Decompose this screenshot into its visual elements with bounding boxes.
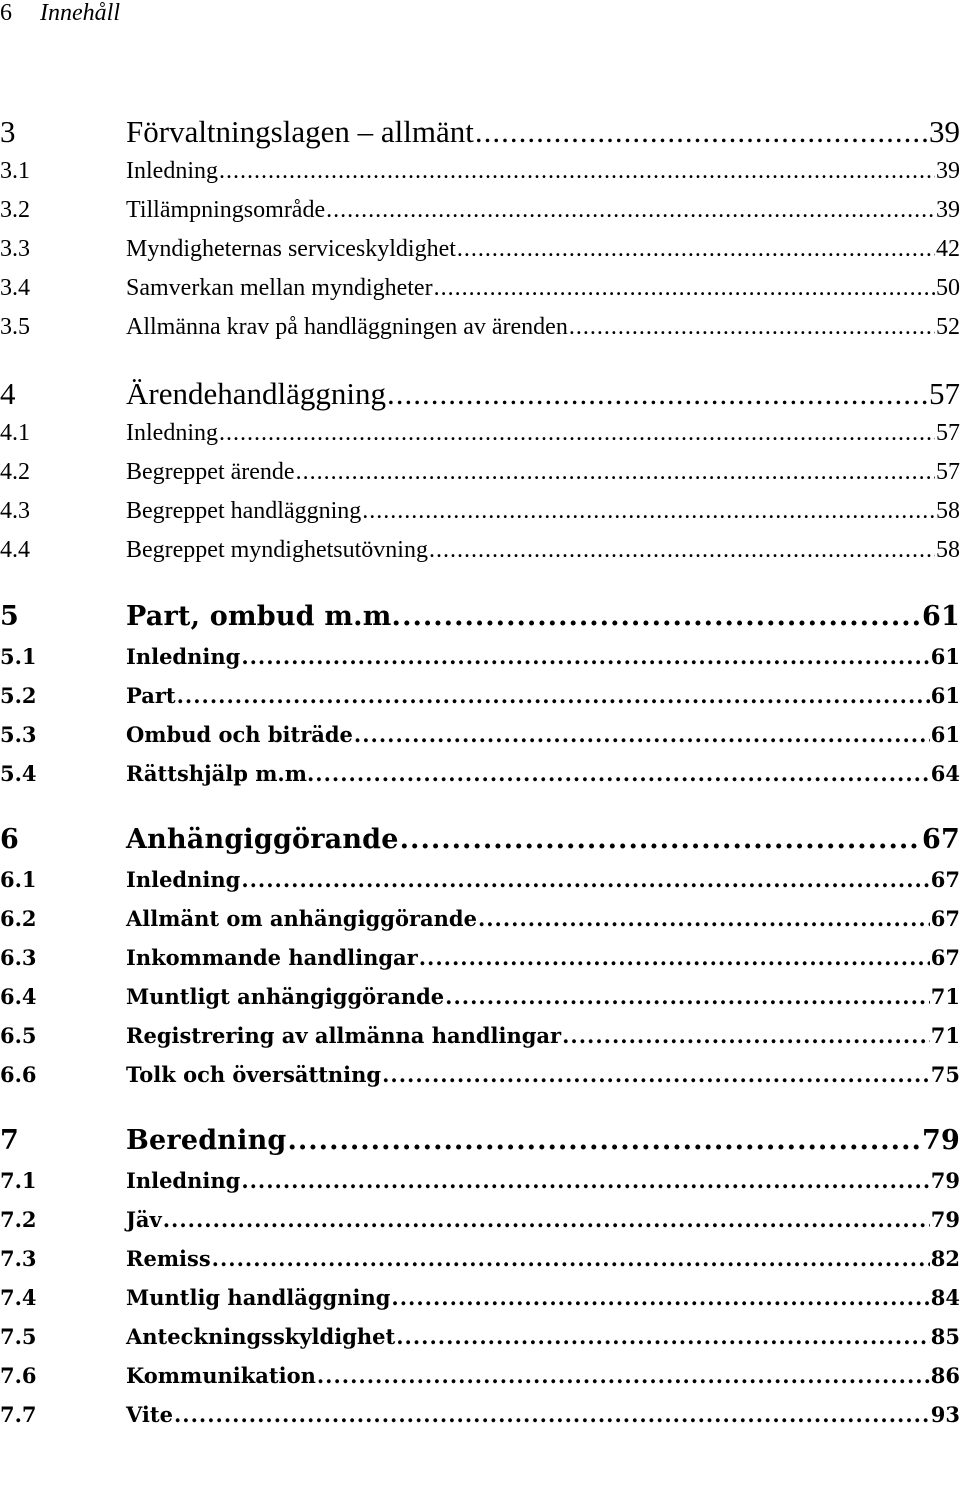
toc-chapter-entry[interactable] bbox=[0, 820, 960, 860]
toc-entry-page: 39 bbox=[929, 114, 960, 149]
dot-leader bbox=[396, 1317, 930, 1356]
toc-entry-page: 61 bbox=[922, 601, 960, 632]
toc-entry-title: Muntligt anhängiggörande bbox=[126, 984, 445, 1009]
toc-entry-number: 6.4 bbox=[0, 984, 37, 1009]
toc-entry-title: Part, ombud m.m. bbox=[126, 601, 402, 632]
toc-entry-page: 79 bbox=[930, 1207, 960, 1232]
dot-leader bbox=[219, 414, 935, 453]
toc-entry-title: Myndigheternas serviceskyldighet bbox=[126, 236, 456, 262]
dot-leader bbox=[326, 191, 935, 230]
toc-section-entry[interactable] bbox=[0, 1317, 960, 1356]
toc-section-entry[interactable] bbox=[0, 531, 960, 570]
toc-entry-page: 79 bbox=[922, 1125, 960, 1156]
toc-section-entry[interactable] bbox=[0, 754, 960, 793]
dot-leader bbox=[317, 1356, 930, 1395]
toc-section-entry[interactable] bbox=[0, 269, 960, 308]
toc-entry-title: Begreppet ärende bbox=[126, 459, 295, 485]
toc-entry-title: Anhängiggörande bbox=[126, 824, 399, 855]
toc-entry-page: 82 bbox=[930, 1246, 960, 1271]
toc-entry-number: 4 bbox=[0, 376, 16, 411]
toc-entry-number: 6.5 bbox=[0, 1023, 37, 1048]
toc-section-entry[interactable] bbox=[0, 1016, 960, 1055]
dot-leader bbox=[354, 715, 930, 754]
dot-leader bbox=[382, 1055, 930, 1094]
dot-leader bbox=[569, 308, 935, 347]
toc-chapter-entry[interactable] bbox=[0, 374, 960, 414]
dot-leader bbox=[287, 1121, 921, 1161]
toc-entry-page: 84 bbox=[930, 1285, 960, 1310]
toc-entry-page: 52 bbox=[936, 314, 960, 340]
toc-entry-number: 6.1 bbox=[0, 867, 37, 892]
toc-section-entry[interactable] bbox=[0, 637, 960, 676]
toc-section-entry[interactable] bbox=[0, 492, 960, 531]
toc-chapter bbox=[0, 820, 960, 1094]
toc-entry-title: Begreppet myndighetsutövning bbox=[126, 537, 428, 563]
toc-section-entry[interactable] bbox=[0, 414, 960, 453]
dot-leader bbox=[241, 860, 929, 899]
toc-chapter-entry[interactable] bbox=[0, 1121, 960, 1161]
dot-leader bbox=[241, 637, 929, 676]
toc-entry-page: 67 bbox=[930, 945, 960, 970]
toc-entry-page: 57 bbox=[936, 420, 960, 446]
toc-entry-title: Inledning bbox=[126, 420, 218, 446]
toc-entry-title: Rättshjälp m.m. bbox=[126, 761, 315, 786]
toc-entry-title: Allmänna krav på handläggningen av ärenden bbox=[126, 314, 568, 340]
toc-entry-title: Ärendehandläggning bbox=[126, 376, 386, 411]
dot-leader bbox=[296, 453, 935, 492]
toc-entry-page: 71 bbox=[930, 1023, 960, 1048]
toc-entry-number: 4.1 bbox=[0, 420, 30, 446]
dot-leader bbox=[212, 1239, 930, 1278]
dot-leader bbox=[478, 899, 930, 938]
toc-entry-title: Tillämpningsområde bbox=[126, 197, 326, 223]
toc-entry-number: 7 bbox=[0, 1125, 19, 1156]
toc-section-entry[interactable] bbox=[0, 1278, 960, 1317]
toc-entry-title: Begreppet handläggning bbox=[126, 498, 362, 524]
toc-entry-title: Beredning bbox=[126, 1125, 287, 1156]
toc-entry-title: Part bbox=[126, 683, 176, 708]
toc-entry-page: 61 bbox=[930, 722, 960, 747]
toc-chapter bbox=[0, 112, 960, 347]
toc-entry-page: 61 bbox=[930, 644, 960, 669]
dot-leader bbox=[419, 938, 930, 977]
page-header bbox=[0, 0, 120, 30]
toc-entry-page: 67 bbox=[930, 906, 960, 931]
toc-entry-title: Inledning bbox=[126, 1168, 241, 1193]
toc-entry-page: 86 bbox=[930, 1363, 960, 1388]
dot-leader bbox=[241, 1161, 929, 1200]
toc-section-entry[interactable] bbox=[0, 977, 960, 1016]
dot-leader bbox=[562, 1016, 930, 1055]
toc-entry-page: 39 bbox=[936, 197, 960, 223]
dot-leader bbox=[219, 152, 935, 191]
toc-section-entry[interactable] bbox=[0, 715, 960, 754]
dot-leader bbox=[387, 374, 928, 414]
toc-chapter bbox=[0, 597, 960, 793]
toc-entry-number: 5.4 bbox=[0, 761, 37, 786]
toc-section-entry[interactable] bbox=[0, 1239, 960, 1278]
toc-chapter bbox=[0, 1121, 960, 1434]
toc-section-entry[interactable] bbox=[0, 860, 960, 899]
toc-entry-number: 7.5 bbox=[0, 1324, 37, 1349]
toc-entry-number: 5 bbox=[0, 601, 19, 632]
dot-leader bbox=[402, 597, 921, 637]
dot-leader bbox=[391, 1278, 929, 1317]
toc-entry-page: 93 bbox=[930, 1402, 960, 1427]
toc-entry-page: 61 bbox=[930, 683, 960, 708]
toc-entry-number: 3.3 bbox=[0, 236, 30, 262]
toc-entry-number: 3 bbox=[0, 114, 16, 149]
toc-entry-page: 71 bbox=[930, 984, 960, 1009]
toc-entry-number: 3.4 bbox=[0, 275, 30, 301]
toc-entry-number: 7.1 bbox=[0, 1168, 37, 1193]
toc-section-entry[interactable] bbox=[0, 1200, 960, 1239]
dot-leader bbox=[429, 531, 935, 570]
dot-leader bbox=[457, 230, 935, 269]
toc-entry-page: 58 bbox=[936, 537, 960, 563]
toc-entry-page: 75 bbox=[930, 1062, 960, 1087]
toc-section-entry[interactable] bbox=[0, 308, 960, 347]
toc-section-entry[interactable] bbox=[0, 230, 960, 269]
dot-leader bbox=[434, 269, 935, 308]
toc-section-entry[interactable] bbox=[0, 191, 960, 230]
toc-entry-number: 7.7 bbox=[0, 1402, 37, 1427]
toc-entry-title: Förvaltningslagen – allmänt bbox=[126, 114, 474, 149]
toc-entry-number: 4.4 bbox=[0, 537, 30, 563]
toc-entry-title: Anteckningsskyldighet bbox=[126, 1324, 396, 1349]
toc-entry-title: Remiss bbox=[126, 1246, 211, 1271]
toc-entry-title: Ombud och biträde bbox=[126, 722, 353, 747]
toc-entry-number: 3.2 bbox=[0, 197, 30, 223]
toc-section-entry[interactable] bbox=[0, 453, 960, 492]
toc-entry-title: Inledning bbox=[126, 867, 241, 892]
toc-entry-page: 64 bbox=[930, 761, 960, 786]
toc-section-entry[interactable] bbox=[0, 1161, 960, 1200]
toc-entry-title: Registrering av allmänna handlingar bbox=[126, 1023, 562, 1048]
toc-entry-page: 58 bbox=[936, 498, 960, 524]
dot-leader bbox=[475, 112, 928, 152]
toc-entry-title: Muntlig handläggning bbox=[126, 1285, 391, 1310]
toc-section-entry[interactable] bbox=[0, 1055, 960, 1094]
toc-entry-title: Kommunikation bbox=[126, 1363, 316, 1388]
toc-entry-title: Tolk och översättning bbox=[126, 1062, 382, 1087]
toc-entry-title: Vite bbox=[126, 1402, 173, 1427]
toc-entry-page: 79 bbox=[930, 1168, 960, 1193]
toc-section-entry[interactable] bbox=[0, 1395, 960, 1434]
toc-entry-number: 3.5 bbox=[0, 314, 30, 340]
toc-entry-page: 50 bbox=[936, 275, 960, 301]
page-number: 6 bbox=[0, 0, 12, 26]
toc-entry-page: 57 bbox=[936, 459, 960, 485]
toc-entry-title: Inledning bbox=[126, 158, 218, 184]
toc-entry-title: Inledning bbox=[126, 644, 241, 669]
toc-entry-number: 5.3 bbox=[0, 722, 37, 747]
running-title: Innehåll bbox=[40, 0, 120, 26]
toc-entry-number: 7.3 bbox=[0, 1246, 37, 1271]
toc-entry-page: 39 bbox=[936, 158, 960, 184]
toc-entry-number: 4.3 bbox=[0, 498, 30, 524]
toc-section-entry[interactable] bbox=[0, 676, 960, 715]
toc-entry-title: Allmänt om anhängiggörande bbox=[126, 906, 477, 931]
toc-entry-page: 85 bbox=[930, 1324, 960, 1349]
toc-entry-page: 67 bbox=[930, 867, 960, 892]
toc-entry-page: 57 bbox=[929, 376, 960, 411]
toc-entry-title: Samverkan mellan myndigheter bbox=[126, 275, 433, 301]
toc-section-entry[interactable] bbox=[0, 152, 960, 191]
toc-entry-number: 6.3 bbox=[0, 945, 37, 970]
toc-section-entry[interactable] bbox=[0, 1356, 960, 1395]
dot-leader bbox=[362, 492, 935, 531]
toc-entry-number: 5.2 bbox=[0, 683, 37, 708]
toc-entry-number: 6.2 bbox=[0, 906, 37, 931]
toc-entry-number: 7.4 bbox=[0, 1285, 37, 1310]
toc-entry-number: 5.1 bbox=[0, 644, 37, 669]
toc-entry-number: 6.6 bbox=[0, 1062, 37, 1087]
toc-section-entry[interactable] bbox=[0, 899, 960, 938]
toc-section-entry[interactable] bbox=[0, 938, 960, 977]
toc-entry-title: Jäv bbox=[126, 1207, 162, 1232]
toc-entry-number: 7.2 bbox=[0, 1207, 37, 1232]
toc-chapter-entry[interactable] bbox=[0, 597, 960, 637]
toc-entry-page: 42 bbox=[936, 236, 960, 262]
toc-entry-number: 4.2 bbox=[0, 459, 30, 485]
dot-leader bbox=[315, 754, 929, 793]
toc-entry-title: Inkommande handlingar bbox=[126, 945, 418, 970]
table-of-contents bbox=[0, 112, 960, 1461]
dot-leader bbox=[163, 1200, 930, 1239]
toc-chapter bbox=[0, 374, 960, 570]
dot-leader bbox=[177, 676, 930, 715]
toc-entry-number: 6 bbox=[0, 824, 19, 855]
toc-entry-number: 3.1 bbox=[0, 158, 30, 184]
dot-leader bbox=[174, 1395, 930, 1434]
toc-chapter-entry[interactable] bbox=[0, 112, 960, 152]
toc-entry-number: 7.6 bbox=[0, 1363, 37, 1388]
toc-entry-page: 67 bbox=[922, 824, 960, 855]
dot-leader bbox=[400, 820, 921, 860]
dot-leader bbox=[445, 977, 930, 1016]
